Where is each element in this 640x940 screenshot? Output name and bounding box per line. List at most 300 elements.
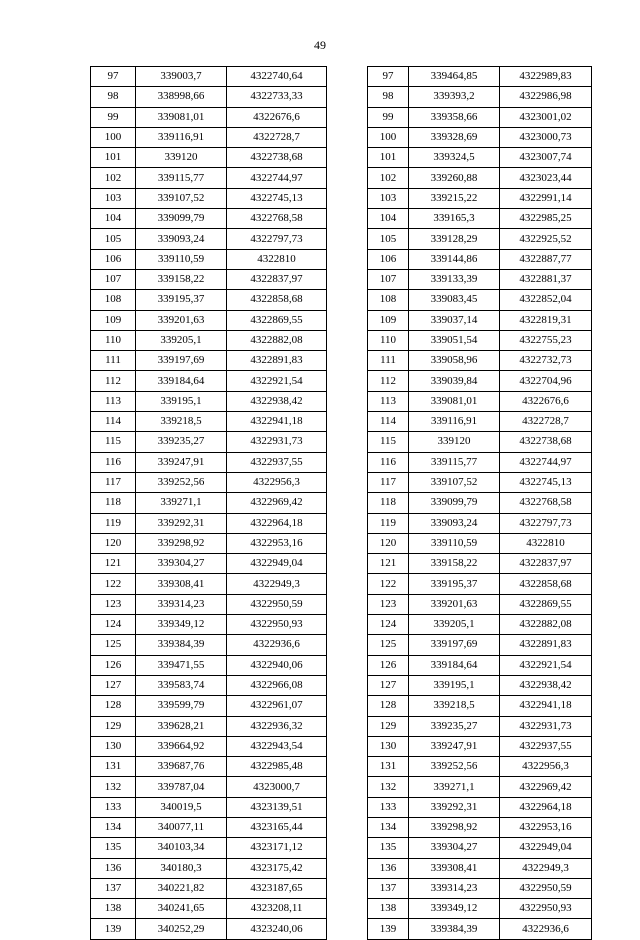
y-coordinate-cell: 4322745,13 bbox=[500, 472, 592, 492]
x-coordinate-cell: 339384,39 bbox=[409, 919, 500, 939]
y-coordinate-cell: 4322986,98 bbox=[500, 87, 592, 107]
point-number-cell: 139 bbox=[368, 919, 409, 939]
y-coordinate-cell: 4323165,44 bbox=[227, 817, 327, 837]
point-number-cell: 100 bbox=[91, 127, 136, 147]
x-coordinate-cell: 339099,79 bbox=[409, 493, 500, 513]
x-coordinate-cell: 339158,22 bbox=[136, 269, 227, 289]
point-number-cell: 130 bbox=[91, 736, 136, 756]
point-number-cell: 110 bbox=[91, 330, 136, 350]
y-coordinate-cell: 4322953,16 bbox=[227, 533, 327, 553]
x-coordinate-cell: 339081,01 bbox=[136, 107, 227, 127]
x-coordinate-cell: 339165,3 bbox=[409, 209, 500, 229]
y-coordinate-cell: 4322985,48 bbox=[227, 757, 327, 777]
x-coordinate-cell: 340077,11 bbox=[136, 817, 227, 837]
point-number-cell: 100 bbox=[368, 127, 409, 147]
x-coordinate-cell: 339314,23 bbox=[136, 594, 227, 614]
x-coordinate-cell: 339120 bbox=[409, 432, 500, 452]
table-row bbox=[368, 574, 592, 594]
y-coordinate-cell: 4322819,31 bbox=[500, 310, 592, 330]
point-number-cell: 107 bbox=[91, 269, 136, 289]
point-number-cell: 137 bbox=[91, 878, 136, 898]
y-coordinate-cell: 4322931,73 bbox=[500, 716, 592, 736]
point-number-cell: 121 bbox=[91, 554, 136, 574]
y-coordinate-cell: 4323000,73 bbox=[500, 127, 592, 147]
point-number-cell: 109 bbox=[91, 310, 136, 330]
y-coordinate-cell: 4322768,58 bbox=[227, 209, 327, 229]
y-coordinate-cell: 4322738,68 bbox=[227, 148, 327, 168]
y-coordinate-cell: 4322858,68 bbox=[500, 574, 592, 594]
point-number-cell: 125 bbox=[91, 635, 136, 655]
x-coordinate-cell: 339195,1 bbox=[409, 675, 500, 695]
x-coordinate-cell: 339218,5 bbox=[409, 696, 500, 716]
y-coordinate-cell: 4322950,93 bbox=[500, 899, 592, 919]
y-coordinate-cell: 4322949,04 bbox=[500, 838, 592, 858]
table-row bbox=[91, 635, 327, 655]
y-coordinate-cell: 4322744,97 bbox=[500, 452, 592, 472]
point-number-cell: 132 bbox=[91, 777, 136, 797]
x-coordinate-cell: 339358,66 bbox=[409, 107, 500, 127]
table-row bbox=[91, 391, 327, 411]
y-coordinate-cell: 4322937,55 bbox=[500, 736, 592, 756]
point-number-cell: 128 bbox=[91, 696, 136, 716]
point-number-cell: 137 bbox=[368, 878, 409, 898]
x-coordinate-cell: 339083,45 bbox=[409, 290, 500, 310]
x-coordinate-cell: 339107,52 bbox=[409, 472, 500, 492]
x-coordinate-cell: 339051,54 bbox=[409, 330, 500, 350]
y-coordinate-cell: 4322953,16 bbox=[500, 817, 592, 837]
point-number-cell: 103 bbox=[368, 188, 409, 208]
point-number-cell: 114 bbox=[368, 412, 409, 432]
y-coordinate-cell: 4322676,6 bbox=[227, 107, 327, 127]
point-number-cell: 135 bbox=[368, 838, 409, 858]
x-coordinate-cell: 339093,24 bbox=[136, 229, 227, 249]
table-row bbox=[91, 655, 327, 675]
y-coordinate-cell: 4322964,18 bbox=[500, 797, 592, 817]
table-row bbox=[368, 716, 592, 736]
y-coordinate-cell: 4322755,23 bbox=[500, 330, 592, 350]
x-coordinate-cell: 340221,82 bbox=[136, 878, 227, 898]
table-row bbox=[368, 513, 592, 533]
x-coordinate-cell: 339120 bbox=[136, 148, 227, 168]
point-number-cell: 101 bbox=[91, 148, 136, 168]
table-row bbox=[368, 310, 592, 330]
point-number-cell: 127 bbox=[368, 675, 409, 695]
point-number-cell: 122 bbox=[91, 574, 136, 594]
point-number-cell: 102 bbox=[91, 168, 136, 188]
y-coordinate-cell: 4322744,97 bbox=[227, 168, 327, 188]
table-row bbox=[91, 351, 327, 371]
x-coordinate-cell: 339184,64 bbox=[409, 655, 500, 675]
point-number-cell: 114 bbox=[91, 412, 136, 432]
y-coordinate-cell: 4322936,6 bbox=[227, 635, 327, 655]
point-number-cell: 99 bbox=[368, 107, 409, 127]
y-coordinate-cell: 4323171,12 bbox=[227, 838, 327, 858]
x-coordinate-cell: 339687,76 bbox=[136, 757, 227, 777]
y-coordinate-cell: 4322969,42 bbox=[500, 777, 592, 797]
x-coordinate-cell: 339298,92 bbox=[136, 533, 227, 553]
y-coordinate-cell: 4322949,3 bbox=[500, 858, 592, 878]
point-number-cell: 131 bbox=[91, 757, 136, 777]
y-coordinate-cell: 4322728,7 bbox=[227, 127, 327, 147]
point-number-cell: 135 bbox=[91, 838, 136, 858]
x-coordinate-cell: 339215,22 bbox=[409, 188, 500, 208]
table-row bbox=[91, 249, 327, 269]
x-coordinate-cell: 339260,88 bbox=[409, 168, 500, 188]
y-coordinate-cell: 4322950,59 bbox=[500, 878, 592, 898]
point-number-cell: 106 bbox=[368, 249, 409, 269]
point-number-cell: 112 bbox=[91, 371, 136, 391]
x-coordinate-cell: 340019,5 bbox=[136, 797, 227, 817]
table-row bbox=[91, 533, 327, 553]
table-row bbox=[368, 229, 592, 249]
point-number-cell: 102 bbox=[368, 168, 409, 188]
y-coordinate-cell: 4322985,25 bbox=[500, 209, 592, 229]
x-coordinate-cell: 339304,27 bbox=[409, 838, 500, 858]
x-coordinate-cell: 339324,5 bbox=[409, 148, 500, 168]
x-coordinate-cell: 339628,21 bbox=[136, 716, 227, 736]
x-coordinate-cell: 339314,23 bbox=[409, 878, 500, 898]
table-row bbox=[91, 229, 327, 249]
y-coordinate-cell: 4322956,3 bbox=[500, 757, 592, 777]
point-number-cell: 117 bbox=[368, 472, 409, 492]
y-coordinate-cell: 4322810 bbox=[500, 533, 592, 553]
point-number-cell: 109 bbox=[368, 310, 409, 330]
y-coordinate-cell: 4322943,54 bbox=[227, 736, 327, 756]
x-coordinate-cell: 339116,91 bbox=[409, 412, 500, 432]
x-coordinate-cell: 339037,14 bbox=[409, 310, 500, 330]
x-coordinate-cell: 339058,96 bbox=[409, 351, 500, 371]
point-number-cell: 105 bbox=[91, 229, 136, 249]
x-coordinate-cell: 339195,37 bbox=[136, 290, 227, 310]
x-coordinate-cell: 340241,65 bbox=[136, 899, 227, 919]
point-number-cell: 130 bbox=[368, 736, 409, 756]
y-coordinate-cell: 4322887,77 bbox=[500, 249, 592, 269]
x-coordinate-cell: 339133,39 bbox=[409, 269, 500, 289]
x-coordinate-cell: 340103,34 bbox=[136, 838, 227, 858]
table-row bbox=[368, 797, 592, 817]
x-coordinate-cell: 338998,66 bbox=[136, 87, 227, 107]
table-row bbox=[91, 696, 327, 716]
table-row bbox=[368, 919, 592, 939]
point-number-cell: 133 bbox=[368, 797, 409, 817]
point-number-cell: 118 bbox=[368, 493, 409, 513]
table-row bbox=[91, 513, 327, 533]
x-coordinate-cell: 339110,59 bbox=[136, 249, 227, 269]
point-number-cell: 113 bbox=[368, 391, 409, 411]
table-row bbox=[368, 148, 592, 168]
point-number-cell: 120 bbox=[368, 533, 409, 553]
point-number-cell: 116 bbox=[91, 452, 136, 472]
x-coordinate-cell: 339328,69 bbox=[409, 127, 500, 147]
table-row bbox=[91, 574, 327, 594]
y-coordinate-cell: 4322882,08 bbox=[227, 330, 327, 350]
x-coordinate-cell: 339039,84 bbox=[409, 371, 500, 391]
point-number-cell: 119 bbox=[368, 513, 409, 533]
y-coordinate-cell: 4322949,04 bbox=[227, 554, 327, 574]
point-number-cell: 138 bbox=[368, 899, 409, 919]
x-coordinate-cell: 339110,59 bbox=[409, 533, 500, 553]
table-row bbox=[368, 533, 592, 553]
point-number-cell: 116 bbox=[368, 452, 409, 472]
point-number-cell: 126 bbox=[368, 655, 409, 675]
table-row bbox=[368, 675, 592, 695]
y-coordinate-cell: 4322891,83 bbox=[500, 635, 592, 655]
x-coordinate-cell: 339235,27 bbox=[136, 432, 227, 452]
x-coordinate-cell: 339664,92 bbox=[136, 736, 227, 756]
y-coordinate-cell: 4322858,68 bbox=[227, 290, 327, 310]
point-number-cell: 136 bbox=[91, 858, 136, 878]
x-coordinate-cell: 339464,85 bbox=[409, 67, 500, 87]
y-coordinate-cell: 4322740,64 bbox=[227, 67, 327, 87]
table-row bbox=[91, 716, 327, 736]
table-row bbox=[368, 371, 592, 391]
x-coordinate-cell: 339197,69 bbox=[409, 635, 500, 655]
table-row bbox=[368, 817, 592, 837]
table-row bbox=[368, 290, 592, 310]
x-coordinate-cell: 339235,27 bbox=[409, 716, 500, 736]
y-coordinate-cell: 4323007,74 bbox=[500, 148, 592, 168]
table-row bbox=[91, 432, 327, 452]
point-number-cell: 104 bbox=[91, 209, 136, 229]
x-coordinate-cell: 339116,91 bbox=[136, 127, 227, 147]
point-number-cell: 111 bbox=[368, 351, 409, 371]
y-coordinate-cell: 4323208,11 bbox=[227, 899, 327, 919]
table-row bbox=[91, 594, 327, 614]
point-number-cell: 117 bbox=[91, 472, 136, 492]
point-number-cell: 126 bbox=[91, 655, 136, 675]
point-number-cell: 115 bbox=[91, 432, 136, 452]
point-number-cell: 115 bbox=[368, 432, 409, 452]
point-number-cell: 110 bbox=[368, 330, 409, 350]
table-row bbox=[91, 838, 327, 858]
point-number-cell: 123 bbox=[368, 594, 409, 614]
y-coordinate-cell: 4322961,07 bbox=[227, 696, 327, 716]
y-coordinate-cell: 4322964,18 bbox=[227, 513, 327, 533]
table-row bbox=[368, 615, 592, 635]
x-coordinate-cell: 339247,91 bbox=[409, 736, 500, 756]
x-coordinate-cell: 339205,1 bbox=[136, 330, 227, 350]
table-row bbox=[368, 635, 592, 655]
y-coordinate-cell: 4322732,73 bbox=[500, 351, 592, 371]
table-row bbox=[91, 209, 327, 229]
table-row bbox=[91, 148, 327, 168]
table-row bbox=[368, 554, 592, 574]
x-coordinate-cell: 340252,29 bbox=[136, 919, 227, 939]
table-row bbox=[368, 899, 592, 919]
table-row bbox=[368, 209, 592, 229]
y-coordinate-cell: 4322852,04 bbox=[500, 290, 592, 310]
table-row bbox=[91, 493, 327, 513]
point-number-cell: 124 bbox=[368, 615, 409, 635]
y-coordinate-cell: 4322704,96 bbox=[500, 371, 592, 391]
table-row bbox=[91, 107, 327, 127]
point-number-cell: 123 bbox=[91, 594, 136, 614]
point-number-cell: 134 bbox=[368, 817, 409, 837]
table-row bbox=[91, 412, 327, 432]
y-coordinate-cell: 4322941,18 bbox=[227, 412, 327, 432]
point-number-cell: 133 bbox=[91, 797, 136, 817]
x-coordinate-cell: 339349,12 bbox=[136, 615, 227, 635]
point-number-cell: 104 bbox=[368, 209, 409, 229]
x-coordinate-cell: 339003,7 bbox=[136, 67, 227, 87]
y-coordinate-cell: 4322925,52 bbox=[500, 229, 592, 249]
y-coordinate-cell: 4322733,33 bbox=[227, 87, 327, 107]
point-number-cell: 106 bbox=[91, 249, 136, 269]
point-number-cell: 120 bbox=[91, 533, 136, 553]
point-number-cell: 113 bbox=[91, 391, 136, 411]
table-row bbox=[91, 757, 327, 777]
y-coordinate-cell: 4322949,3 bbox=[227, 574, 327, 594]
x-coordinate-cell: 339128,29 bbox=[409, 229, 500, 249]
table-row bbox=[368, 472, 592, 492]
table-row bbox=[91, 858, 327, 878]
x-coordinate-cell: 339115,77 bbox=[136, 168, 227, 188]
y-coordinate-cell: 4322882,08 bbox=[500, 615, 592, 635]
y-coordinate-cell: 4322869,55 bbox=[500, 594, 592, 614]
table-row bbox=[91, 452, 327, 472]
y-coordinate-cell: 4323240,06 bbox=[227, 919, 327, 939]
table-row bbox=[368, 432, 592, 452]
point-number-cell: 129 bbox=[91, 716, 136, 736]
coordinates-table-right bbox=[367, 66, 592, 940]
y-coordinate-cell: 4322745,13 bbox=[227, 188, 327, 208]
y-coordinate-cell: 4322797,73 bbox=[500, 513, 592, 533]
x-coordinate-cell: 339292,31 bbox=[409, 797, 500, 817]
x-coordinate-cell: 339081,01 bbox=[409, 391, 500, 411]
table-row bbox=[368, 351, 592, 371]
table-row bbox=[368, 391, 592, 411]
x-coordinate-cell: 339195,37 bbox=[409, 574, 500, 594]
y-coordinate-cell: 4322969,42 bbox=[227, 493, 327, 513]
x-coordinate-cell: 339099,79 bbox=[136, 209, 227, 229]
y-coordinate-cell: 4322950,59 bbox=[227, 594, 327, 614]
table-row bbox=[368, 67, 592, 87]
x-coordinate-cell: 339205,1 bbox=[409, 615, 500, 635]
point-number-cell: 108 bbox=[368, 290, 409, 310]
table-row bbox=[368, 493, 592, 513]
point-number-cell: 98 bbox=[368, 87, 409, 107]
table-row bbox=[368, 777, 592, 797]
x-coordinate-cell: 339471,55 bbox=[136, 655, 227, 675]
point-number-cell: 112 bbox=[368, 371, 409, 391]
table-row bbox=[91, 615, 327, 635]
x-coordinate-cell: 339349,12 bbox=[409, 899, 500, 919]
y-coordinate-cell: 4322938,42 bbox=[500, 675, 592, 695]
table-row bbox=[368, 696, 592, 716]
point-number-cell: 108 bbox=[91, 290, 136, 310]
x-coordinate-cell: 339384,39 bbox=[136, 635, 227, 655]
y-coordinate-cell: 4323000,7 bbox=[227, 777, 327, 797]
y-coordinate-cell: 4322989,83 bbox=[500, 67, 592, 87]
table-row bbox=[91, 554, 327, 574]
point-number-cell: 125 bbox=[368, 635, 409, 655]
x-coordinate-cell: 339304,27 bbox=[136, 554, 227, 574]
x-coordinate-cell: 339201,63 bbox=[409, 594, 500, 614]
point-number-cell: 99 bbox=[91, 107, 136, 127]
x-coordinate-cell: 340180,3 bbox=[136, 858, 227, 878]
y-coordinate-cell: 4322941,18 bbox=[500, 696, 592, 716]
y-coordinate-cell: 4322936,6 bbox=[500, 919, 592, 939]
x-coordinate-cell: 339271,1 bbox=[136, 493, 227, 513]
y-coordinate-cell: 4322869,55 bbox=[227, 310, 327, 330]
x-coordinate-cell: 339093,24 bbox=[409, 513, 500, 533]
point-number-cell: 139 bbox=[91, 919, 136, 939]
x-coordinate-cell: 339201,63 bbox=[136, 310, 227, 330]
y-coordinate-cell: 4322837,97 bbox=[500, 554, 592, 574]
y-coordinate-cell: 4322768,58 bbox=[500, 493, 592, 513]
table-row bbox=[368, 452, 592, 472]
x-coordinate-cell: 339195,1 bbox=[136, 391, 227, 411]
point-number-cell: 118 bbox=[91, 493, 136, 513]
x-coordinate-cell: 339252,56 bbox=[136, 472, 227, 492]
y-coordinate-cell: 4322810 bbox=[227, 249, 327, 269]
y-coordinate-cell: 4322931,73 bbox=[227, 432, 327, 452]
table-row bbox=[91, 878, 327, 898]
point-number-cell: 105 bbox=[368, 229, 409, 249]
point-number-cell: 107 bbox=[368, 269, 409, 289]
table-row bbox=[91, 269, 327, 289]
table-row bbox=[91, 290, 327, 310]
coordinates-table-left bbox=[90, 66, 327, 940]
point-number-cell: 134 bbox=[91, 817, 136, 837]
y-coordinate-cell: 4322891,83 bbox=[227, 351, 327, 371]
table-row bbox=[91, 736, 327, 756]
table-row bbox=[91, 777, 327, 797]
y-coordinate-cell: 4322936,32 bbox=[227, 716, 327, 736]
table-row bbox=[91, 67, 327, 87]
point-number-cell: 124 bbox=[91, 615, 136, 635]
table-row bbox=[368, 412, 592, 432]
table-row bbox=[91, 371, 327, 391]
point-number-cell: 136 bbox=[368, 858, 409, 878]
page-number: 49 bbox=[314, 38, 326, 52]
table-row bbox=[91, 675, 327, 695]
y-coordinate-cell: 4322991,14 bbox=[500, 188, 592, 208]
x-coordinate-cell: 339298,92 bbox=[409, 817, 500, 837]
table-row bbox=[368, 594, 592, 614]
point-number-cell: 132 bbox=[368, 777, 409, 797]
point-number-cell: 98 bbox=[91, 87, 136, 107]
table-row bbox=[91, 188, 327, 208]
y-coordinate-cell: 4323139,51 bbox=[227, 797, 327, 817]
table-row bbox=[368, 188, 592, 208]
table-row bbox=[368, 878, 592, 898]
table-row bbox=[368, 269, 592, 289]
y-coordinate-cell: 4322676,6 bbox=[500, 391, 592, 411]
x-coordinate-cell: 339197,69 bbox=[136, 351, 227, 371]
x-coordinate-cell: 339252,56 bbox=[409, 757, 500, 777]
table-row bbox=[368, 655, 592, 675]
point-number-cell: 127 bbox=[91, 675, 136, 695]
x-coordinate-cell: 339308,41 bbox=[136, 574, 227, 594]
table-row bbox=[91, 168, 327, 188]
table-row bbox=[91, 472, 327, 492]
x-coordinate-cell: 339271,1 bbox=[409, 777, 500, 797]
x-coordinate-cell: 339144,86 bbox=[409, 249, 500, 269]
table-row bbox=[368, 330, 592, 350]
y-coordinate-cell: 4322797,73 bbox=[227, 229, 327, 249]
table-row bbox=[368, 127, 592, 147]
x-coordinate-cell: 339115,77 bbox=[409, 452, 500, 472]
table-row bbox=[368, 757, 592, 777]
y-coordinate-cell: 4322950,93 bbox=[227, 615, 327, 635]
point-number-cell: 131 bbox=[368, 757, 409, 777]
y-coordinate-cell: 4322921,54 bbox=[227, 371, 327, 391]
x-coordinate-cell: 339583,74 bbox=[136, 675, 227, 695]
table-row bbox=[368, 249, 592, 269]
y-coordinate-cell: 4322921,54 bbox=[500, 655, 592, 675]
table-row bbox=[91, 127, 327, 147]
